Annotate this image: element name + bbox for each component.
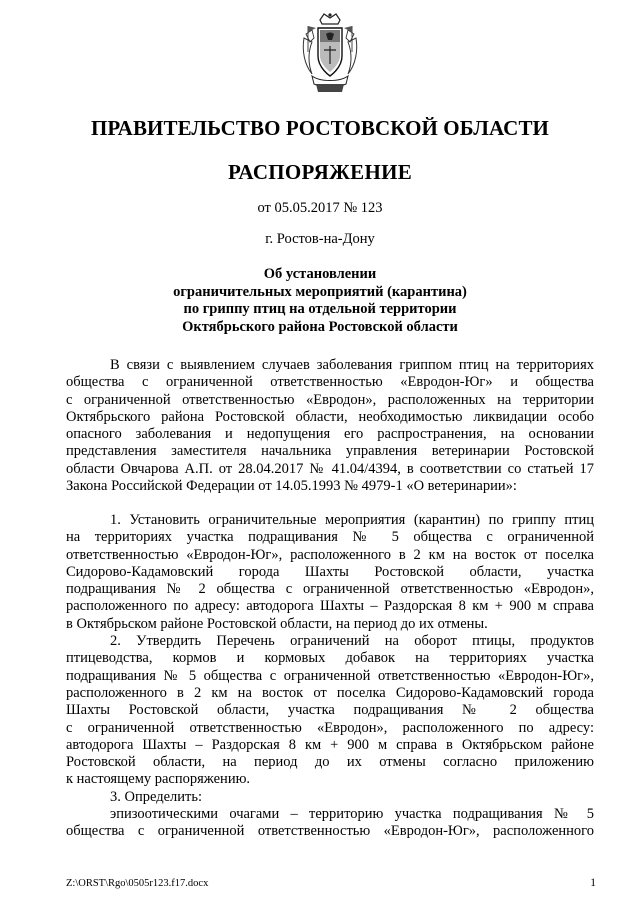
item-line: к настоящему распоряжению. xyxy=(66,771,251,788)
item-line: с ограниченной ответственностью «Евродон», расположенного по адресу: xyxy=(66,719,594,736)
government-title: ПРАВИТЕЛЬСТВО РОСТОВСКОЙ ОБЛАСТИ xyxy=(91,116,549,140)
subject-line: Октябрьского района Ростовской области xyxy=(182,318,458,335)
item-line: Шахты Ростовской области, участка подращивания № 2 общества xyxy=(66,702,594,719)
footer-file-path: Z:\ORST\Rgo\0505r123.f17.docx xyxy=(66,878,209,889)
item-line: подращивания № 5 общества с ограниченной ответственностью «Евродон-Юг», xyxy=(66,667,594,684)
preamble-paragraph xyxy=(66,357,594,495)
item-line: расположенного по адресу: автодорога Шахты – Раздорская 8 км + 900 м справа xyxy=(66,598,594,615)
preamble-line: с ограниченной ответственностью «Евродон», расположенных на территории xyxy=(66,391,594,408)
coat-of-arms-icon xyxy=(298,12,362,94)
item-line: в Октябрьском районе Ростовской области, на период до их отмены. xyxy=(66,615,488,632)
preamble-line: Октябрьского района Ростовской области, необходимостью ликвидации особо xyxy=(66,408,594,425)
item-line: общества с ограниченной ответственностью «Евродон-Юг», расположенного xyxy=(66,823,594,840)
item-line: автодорога Шахты – Раздорская 8 км + 900 м справа в Октябрьском районе xyxy=(66,736,594,753)
preamble-line: представления заместителя начальника управления ветеринарии Ростовской xyxy=(66,443,594,460)
subject-line: по гриппу птиц на отдельной территории xyxy=(183,301,457,317)
item-line: 3. Определить: xyxy=(110,788,203,805)
item-line: на территориях участка подращивания № 5 общества с ограниченной xyxy=(66,529,594,546)
item-line: расположенного в 2 км на восток от поселка Сидорово-Кадамовский города xyxy=(66,684,594,701)
subject-line: Об установлении xyxy=(263,266,377,282)
item-line: птицеводства, кормов и кормовых добавок на территориях участка xyxy=(66,650,594,667)
document-type-title: РАСПОРЯЖЕНИЕ xyxy=(227,160,413,184)
item-line: 2. Утвердить Перечень ограничений на оборот птицы, продуктов xyxy=(110,633,594,650)
subject-line: ограничительных мероприятий (карантина) xyxy=(173,283,467,300)
document-subject xyxy=(100,266,540,336)
preamble-line: В связи с выявлением случаев заболевания гриппом птиц на территориях xyxy=(110,357,594,373)
item-line: ответственностью «Евродон-Юг», расположенного в 2 км на восток от поселка xyxy=(66,546,594,563)
preamble-line: Закона Российской Федерации от 14.05.1993 № 4979-1 «О ветеринарии»: xyxy=(66,478,517,495)
item-line: 1. Установить ограничительные мероприятия (карантин) по гриппу птиц xyxy=(110,512,594,528)
item-line: эпизоотическими очагами – территорию участка подращивания № 5 xyxy=(110,806,594,823)
item-line: Ростовской области, на период до их отмены согласно приложению xyxy=(66,754,594,771)
item-line: Сидорово-Кадамовский города Шахты Ростовской области, участка xyxy=(66,563,594,580)
item-line: подращивания № 2 общества с ограниченной ответственностью «Евродон», xyxy=(66,581,594,598)
document-date-number: от 05.05.2017 № 123 xyxy=(257,200,383,216)
document-city: г. Ростов-на-Дону xyxy=(265,231,375,247)
order-items xyxy=(66,512,594,841)
page-number: 1 xyxy=(590,877,596,889)
preamble-line: области Овчарова А.П. от 28.04.2017 № 41.04/4394, в соответствии со статьей 17 xyxy=(66,460,594,477)
preamble-line: общества с ограниченной ответственностью «Евродон-Юг» и общества xyxy=(66,374,594,391)
preamble-line: опасного заболевания и недопущения его распространения, на основании xyxy=(66,426,594,443)
